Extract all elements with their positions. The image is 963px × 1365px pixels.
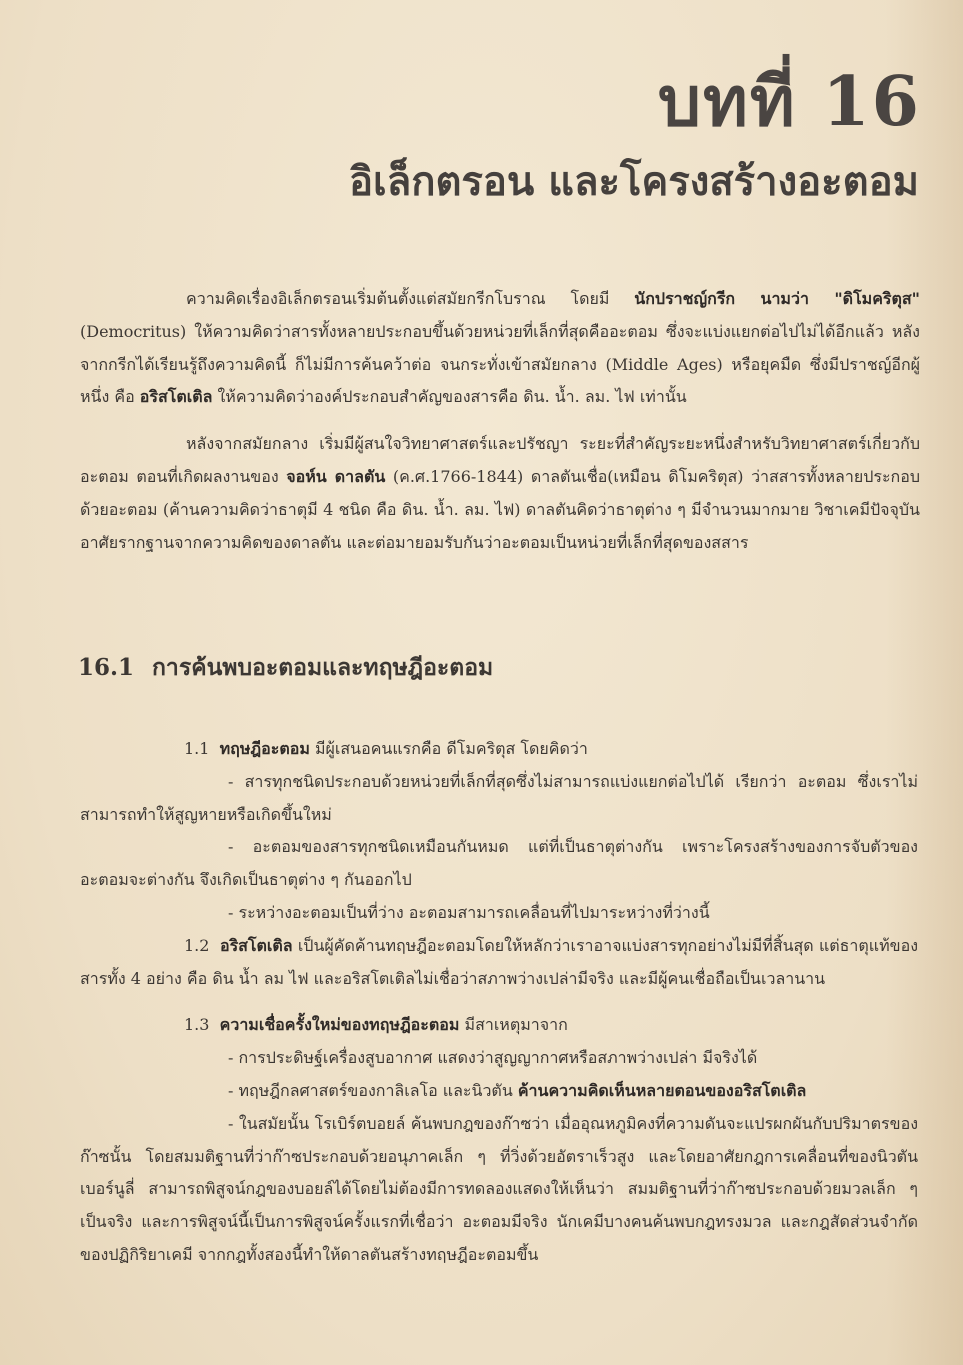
chapter-title: อิเล็กตรอน และโครงสร้างอะตอม: [349, 159, 919, 205]
text-run: (Democritus) ให้ความคิดว่าสารทั้งหลายประกอบขึ้นด้วยหน่วยที่เล็กที่สุดคืออะตอม ซึ่งจะแบ่งแยกต่อไปไม่ได้อีกแล้ว หลังจากกรีกได้เรียนรู้ถึงความคิดนี้ ก็ไม่มีการค้นคว้าต่อ จนกระทั่งเข้าสมัยกลาง (Middle Ages) หรือยุคมืด ซึ่งมีปราชญ์อีกผู้หนึ่ง คือ: [80, 321, 920, 407]
text-run: มีผู้เสนอคนแรกคือ ดีโมคริตุส โดยคิดว่า: [309, 739, 588, 758]
item-1-2: [80, 930, 918, 996]
item-bold-term: ทฤษฎีอะตอม: [219, 739, 310, 758]
bullet-item: - สารทุกชนิดประกอบด้วยหน่วยที่เล็กที่สุดซึ่งไม่สามารถแบ่งแยกต่อไปได้ เรียกว่า อะตอม ซึ่งเราไม่สามารถทำให้สูญหายหรือเกิดขึ้นใหม่: [80, 771, 918, 824]
item-bold-term: ความเชื่อครั้งใหม่ของทฤษฎีอะตอม: [219, 1015, 460, 1035]
item-bold-term: อริสโตเติล: [219, 935, 293, 955]
bullet-item: [80, 1075, 918, 1108]
text-run: เป็นผู้คัดค้านทฤษฎีอะตอมโดยให้หลักว่าเราอาจแบ่งสารทุกอย่างไม่มีที่สิ้นสุด แต่ธาตุแท้ของสารทั้ง 4 อย่าง คือ ดิน น้ำ ลม ไฟ และอริสโตเติลไม่เชื่อว่าสภาพว่างเปล่ามีจริง และมีผู้คนเชื่อถือเป็นเวลานาน: [80, 935, 918, 988]
item-number: 1.2: [184, 935, 210, 955]
section-title: การค้นพบอะตอมและทฤษฎีอะตอม: [152, 655, 494, 681]
bold-name-dalton: จอห์น ดาลตัน: [286, 466, 386, 486]
item-1-1: [80, 733, 918, 766]
item-number: 1.1: [184, 739, 210, 758]
text-run: หลังจากสมัยกลาง เริ่มมีผู้สนใจวิทยาศาสตร์และปรัชญา ระยะที่สำคัญระยะหนึ่งสำหรับวิทยาศาสตร์เกี่ยวกับอะตอม ตอนที่เกิดผลงานของ: [80, 434, 920, 486]
intro-paragraph-1: [80, 283, 920, 414]
bullet-item: - อะตอมของสารทุกชนิดเหมือนกันหมด แต่ที่เป็นธาตุต่างกัน เพราะโครงสร้างของการจับตัวของอะตอมจะต่างกัน จึงเกิดเป็นธาตุต่าง ๆ กันออกไป: [80, 837, 918, 890]
bold-phrase: ค้านความคิดเห็นหลายตอนของอริสโตเติล: [517, 1080, 807, 1100]
section-heading: [78, 650, 493, 686]
bold-name-aristotle: อริสโตเติล: [139, 387, 213, 407]
bullet-item: - ในสมัยนั้น โรเบิร์ตบอยล์ ค้นพบกฎของก๊าซว่า เมื่ออุณหภูมิคงที่ความดันจะแปรผกผันกับปริมาตรของก๊าซนั้น โดยสมมติฐานที่ว่าก๊าซประกอบด้วยอนุภาคเล็ก ๆ ที่วิ่งด้วยอัตราเร็วสูง และโดยอาศัยกฎการเคลื่อนที่ของนิวตัน เบอร์นูลี่ สามารถพิสูจน์กฎของบอยล์ได้โดยไม่ต้องมีการทดลองแสดงให้เห็นว่า สมมติฐานที่ว่าก๊าซประกอบด้วยมวลเล็ก ๆ เป็นจริง และการพิสูจน์นี้เป็นการพิสูจน์ครั้งแรกที่เชื่อว่า อะตอมมีจริง นักเคมีบางคนค้นพบกฎทรงมวล และกฎสัดส่วนจำกัดของปฏิกิริยาเคมี จากกฎทั้งสองนี้ทำให้ดาลตันสร้างทฤษฎีอะตอมขึ้น: [80, 1113, 918, 1264]
chapter-number: บทที่ 16: [657, 62, 921, 142]
text-run: (ค.ศ.1766-1844) ดาลตันเชื่อ(เหมือน ดิโมคริตุส) ว่าสสารทั้งหลายประกอบด้วยอะตอม (ค้านความคิดว่าธาตุมี 4 ชนิด คือ ดิน. น้ำ. ลม. ไฟ) ดาลตันคิดว่าธาตุต่าง ๆ มีจำนวนมากมาย วิชาเคมีปัจจุบันอาศัยรากฐานจากความคิดของดาลตัน และต่อมายอมรับกันว่าอะตอมเป็นหน่วยที่เล็กที่สุดของสสาร: [80, 466, 921, 552]
bullet-item: - ระหว่างอะตอมเป็นที่ว่าง อะตอมสามารถเคลื่อนที่ไปมาระหว่างที่ว่างนี้: [228, 902, 710, 922]
section-body: [80, 733, 918, 1272]
section-number: 16.1: [78, 654, 135, 681]
intro-text: [80, 283, 920, 559]
item-number: 1.3: [184, 1015, 210, 1035]
bold-name-democritus: นักปราชญ์กรีก นามว่า "ดิโมคริตุส": [634, 289, 920, 308]
text-run: มีสาเหตุมาจาก: [459, 1015, 568, 1035]
text-run: ให้ความคิดว่าองค์ประกอบสำคัญของสารคือ ดิน. น้ำ. ลม. ไฟ เท่านั้น: [212, 387, 687, 407]
text-run: - ทฤษฎีกลศาสตร์ของกาลิเลโอ และนิวตัน: [228, 1080, 518, 1100]
intro-paragraph-2: [80, 428, 920, 559]
item-1-3: [80, 1009, 918, 1042]
bullet-item: - การประดิษฐ์เครื่องสูบอากาศ แสดงว่าสูญญากาศหรือสภาพว่างเปล่า มีจริงได้: [228, 1048, 758, 1068]
text-run: ความคิดเรื่องอิเล็กตรอนเริ่มต้นตั้งแต่สมัยกรีกโบราณ โดยมี: [186, 289, 635, 308]
